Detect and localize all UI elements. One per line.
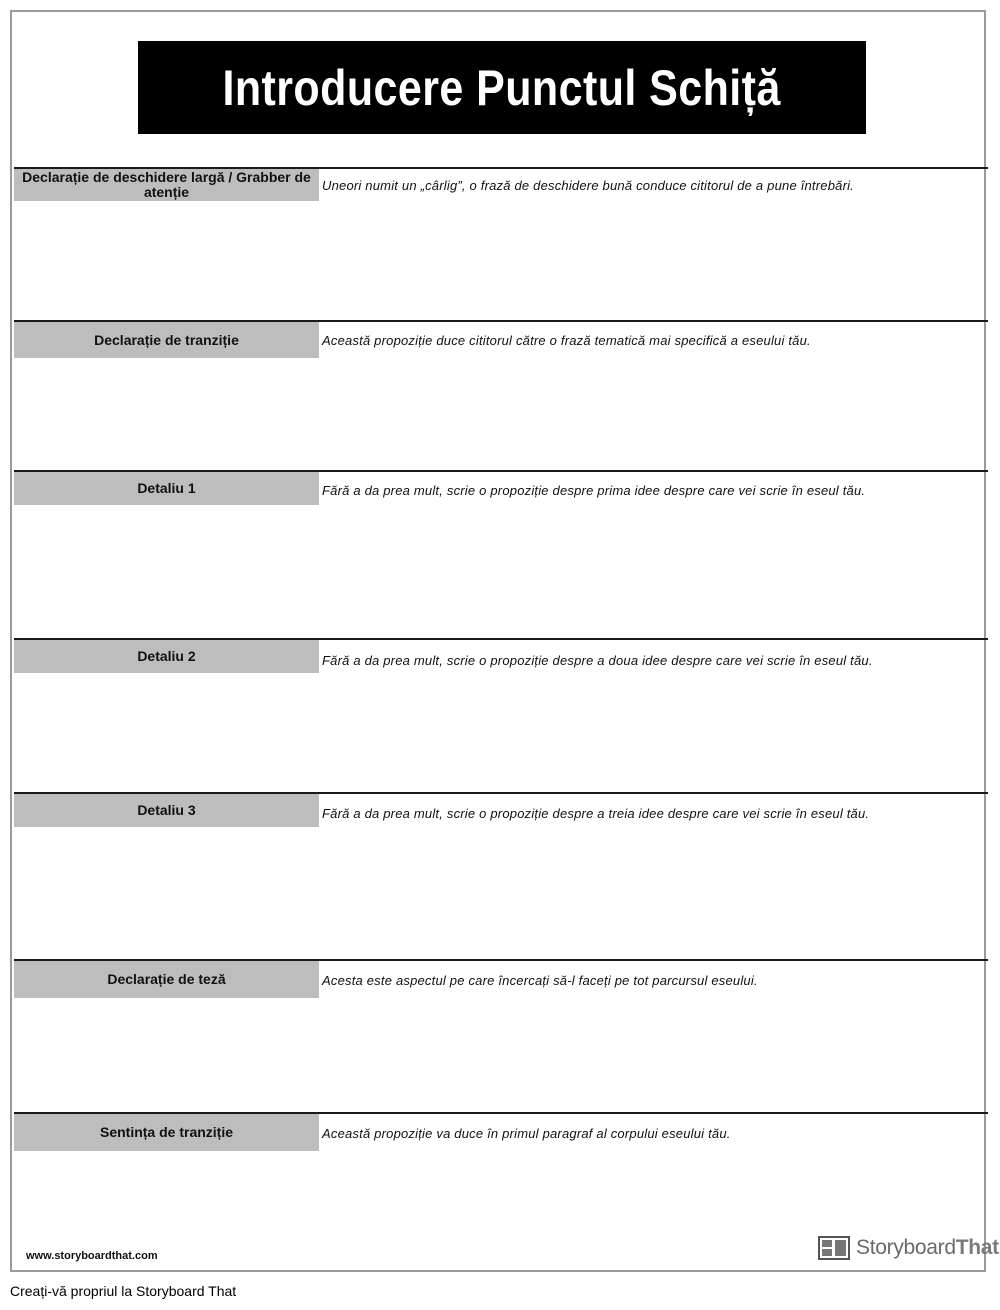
row-label: Declarație de deschidere largă / Grabber de atenție — [14, 169, 319, 201]
worksheet — [10, 10, 999, 1272]
storyboard-panels-icon — [818, 1236, 850, 1260]
row-label: Declarație de tranziție — [14, 322, 319, 358]
row-label: Declarație de teză — [14, 961, 319, 998]
storyboardthat-logo — [818, 1236, 999, 1260]
row-description: Această propoziție va duce în primul paragraf al corpului eseului tău. — [322, 1126, 731, 1141]
row-description: Fără a da prea mult, scrie o propoziție despre a treia idee despre care vei scrie în eseul tău. — [322, 806, 870, 821]
row-label: Detaliu 1 — [14, 472, 319, 505]
row-description: Uneori numit un „cârlig”, o frază de deschidere bună conduce cititorul de a pune întrebări. — [322, 178, 854, 193]
website-url: www.storyboardthat.com — [26, 1250, 158, 1262]
row-description: Fără a da prea mult, scrie o propoziție despre a doua idee despre care vei scrie în eseul tău. — [322, 653, 873, 668]
row-label: Sentința de tranziție — [14, 1114, 319, 1151]
row-description: Această propoziție duce cititorul către o frază tematică mai specifică a eseului tău. — [322, 333, 811, 348]
row-description: Fără a da prea mult, scrie o propoziție despre prima idee despre care vei scrie în eseul tău. — [322, 483, 866, 498]
page-title: Introducere Punctul Schiță — [222, 59, 782, 116]
row-description: Acesta este aspectul pe care încercați să-l faceți pe tot parcursul eseului. — [322, 973, 758, 988]
row-label: Detaliu 3 — [14, 794, 319, 827]
title-banner — [138, 41, 866, 134]
row-label: Detaliu 2 — [14, 640, 319, 673]
footer-create-link[interactable]: Creați-vă propriul la Storyboard That — [10, 1283, 237, 1299]
logo-text: StoryboardThat — [856, 1236, 999, 1259]
